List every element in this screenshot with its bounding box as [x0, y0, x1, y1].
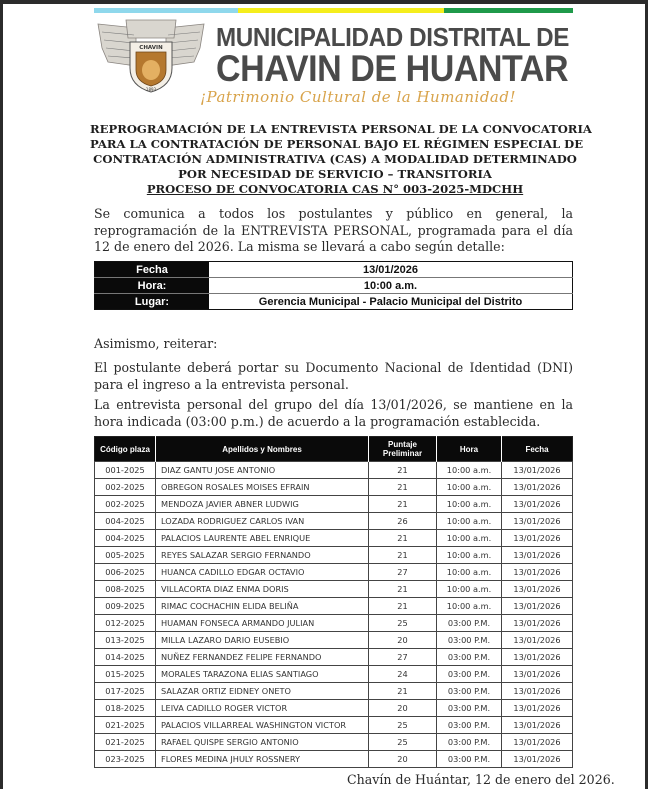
column-header-date: Fecha: [502, 437, 573, 462]
details-label: Hora:: [95, 278, 210, 294]
header-color-bar: [94, 8, 573, 13]
interview-details-table: [94, 261, 573, 310]
cell-code: 008-2025: [95, 581, 156, 598]
cell-code: 004-2025: [95, 513, 156, 530]
cell-time: 03:00 P.M.: [437, 649, 502, 666]
table-row: [95, 734, 573, 751]
cell-score: 20: [369, 632, 437, 649]
cell-date: 13/01/2026: [502, 496, 573, 513]
table-row: [95, 496, 573, 513]
cell-name: RIMAC COCHACHIN ELIDA BELIÑA: [156, 598, 369, 615]
cell-date: 13/01/2026: [502, 751, 573, 768]
title-line: PARA LA CONTRATACIÓN DE PERSONAL BAJO EL RÉGIMEN ESPECIAL DE: [90, 137, 584, 151]
signoff-date: Chavín de Huántar, 12 de enero del 2026.: [347, 772, 615, 787]
cell-score: 20: [369, 751, 437, 768]
details-row: [95, 278, 573, 294]
cell-date: 13/01/2026: [502, 479, 573, 496]
table-row: [95, 615, 573, 632]
table-row: [95, 479, 573, 496]
logo-year: 1893: [145, 87, 157, 92]
cell-date: 13/01/2026: [502, 615, 573, 632]
group-note: La entrevista personal del grupo del día 13/01/2026, se mantiene en la hora indicada (03:00 p.m.) de acuerdo a la programación establecida.: [94, 397, 573, 429]
cell-code: 002-2025: [95, 479, 156, 496]
column-header-time: Hora: [437, 437, 502, 462]
cell-name: DIAZ GANTU JOSE ANTONIO: [156, 462, 369, 479]
cell-score: 21: [369, 530, 437, 547]
cell-code: 018-2025: [95, 700, 156, 717]
color-bar-blue: [94, 8, 238, 13]
cell-code: 021-2025: [95, 734, 156, 751]
cell-time: 03:00 P.M.: [437, 683, 502, 700]
details-row: [95, 294, 573, 310]
table-row: [95, 649, 573, 666]
cell-name: FLORES MEDINA JHULY ROSSNERY: [156, 751, 369, 768]
cell-time: 10:00 a.m.: [437, 479, 502, 496]
cell-score: 25: [369, 615, 437, 632]
table-row: [95, 513, 573, 530]
cell-score: 25: [369, 734, 437, 751]
cell-name: NUÑEZ FERNANDEZ FELIPE FERNANDO: [156, 649, 369, 666]
cell-time: 03:00 P.M.: [437, 632, 502, 649]
cell-date: 13/01/2026: [502, 547, 573, 564]
column-header-code: Código plaza: [95, 437, 156, 462]
cell-code: 021-2025: [95, 717, 156, 734]
title-line: POR NECESIDAD DE SERVICIO – TRANSITORIA: [178, 167, 492, 181]
table-row: [95, 462, 573, 479]
column-header-score-label: Puntaje Preliminar: [382, 440, 423, 458]
intro-paragraph: Se comunica a todos los postulantes y público en general, la reprogramación de la ENTREVISTA PERSONAL, programada para el día 12 de enero del 2026. La misma se llevará a cabo según detalle:: [94, 206, 573, 254]
cell-code: 023-2025: [95, 751, 156, 768]
details-value: 10:00 a.m.: [209, 278, 573, 294]
table-row: [95, 751, 573, 768]
cell-time: 10:00 a.m.: [437, 581, 502, 598]
cell-name: LOZADA RODRIGUEZ CARLOS IVAN: [156, 513, 369, 530]
cell-time: 10:00 a.m.: [437, 496, 502, 513]
cell-name: PALACIOS VILLARREAL WASHINGTON VICTOR: [156, 717, 369, 734]
table-row: [95, 547, 573, 564]
cell-name: REYES SALAZAR SERGIO FERNANDO: [156, 547, 369, 564]
cell-code: 017-2025: [95, 683, 156, 700]
cell-score: 24: [369, 666, 437, 683]
dni-note: El postulante deberá portar su Documento Nacional de Identidad (DNI) para el ingreso a la entrevista personal.: [94, 360, 573, 392]
cell-name: PALACIOS LAURENTE ABEL ENRIQUE: [156, 530, 369, 547]
title-line: REPROGRAMACIÓN DE LA ENTREVISTA PERSONAL DE LA CONVOCATORIA: [90, 122, 592, 136]
cell-time: 03:00 P.M.: [437, 717, 502, 734]
cell-time: 03:00 P.M.: [437, 615, 502, 632]
cell-time: 03:00 P.M.: [437, 734, 502, 751]
candidates-table: [94, 436, 573, 768]
cell-date: 13/01/2026: [502, 666, 573, 683]
cell-time: 03:00 P.M.: [437, 751, 502, 768]
details-label: Lugar:: [95, 294, 210, 310]
slogan: ¡Patrimonio Cultural de la Humanidad!: [200, 88, 516, 106]
details-row: [95, 262, 573, 278]
table-row: [95, 700, 573, 717]
cell-name: MENDOZA JAVIER ABNER LUDWIG: [156, 496, 369, 513]
cell-date: 13/01/2026: [502, 717, 573, 734]
cell-name: RAFAEL QUISPE SERGIO ANTONIO: [156, 734, 369, 751]
cell-code: 001-2025: [95, 462, 156, 479]
table-row: [95, 564, 573, 581]
document-title: [90, 122, 592, 197]
process-number: PROCESO DE CONVOCATORIA CAS N° 003-2025-MDCHH: [146, 182, 524, 196]
cell-time: 10:00 a.m.: [437, 462, 502, 479]
cell-time: 10:00 a.m.: [437, 598, 502, 615]
column-header-score: [369, 437, 437, 462]
cell-date: 13/01/2026: [502, 598, 573, 615]
cell-code: 004-2025: [95, 530, 156, 547]
table-row: [95, 666, 573, 683]
cell-name: SALAZAR ORTIZ EIDNEY ONETO: [156, 683, 369, 700]
cell-score: 21: [369, 479, 437, 496]
cell-name: VILLACORTA DIAZ ENMA DORIS: [156, 581, 369, 598]
cell-date: 13/01/2026: [502, 581, 573, 598]
cell-time: 10:00 a.m.: [437, 513, 502, 530]
cell-time: 03:00 P.M.: [437, 700, 502, 717]
details-label: Fecha: [95, 262, 210, 278]
cell-date: 13/01/2026: [502, 734, 573, 751]
cell-date: 13/01/2026: [502, 632, 573, 649]
cell-score: 21: [369, 683, 437, 700]
reiterate-text: Asimismo, reiterar:: [94, 336, 218, 351]
cell-name: OBREGON ROSALES MOISES EFRAIN: [156, 479, 369, 496]
cell-score: 21: [369, 581, 437, 598]
cell-score: 21: [369, 496, 437, 513]
cell-name: MORALES TARAZONA ELIAS SANTIAGO: [156, 666, 369, 683]
cell-name: HUANCA CADILLO EDGAR OCTAVIO: [156, 564, 369, 581]
table-row: [95, 717, 573, 734]
table-row: [95, 581, 573, 598]
cell-score: 26: [369, 513, 437, 530]
cell-date: 13/01/2026: [502, 530, 573, 547]
cell-time: 10:00 a.m.: [437, 564, 502, 581]
table-row: [95, 683, 573, 700]
cell-code: 009-2025: [95, 598, 156, 615]
cell-date: 13/01/2026: [502, 700, 573, 717]
municipal-coat-of-arms-icon: [96, 18, 206, 94]
details-value: 13/01/2026: [209, 262, 573, 278]
cell-time: 10:00 a.m.: [437, 530, 502, 547]
cell-code: 015-2025: [95, 666, 156, 683]
org-name-line1: MUNICIPALIDAD DISTRITAL DE: [216, 22, 570, 52]
cell-date: 13/01/2026: [502, 462, 573, 479]
cell-time: 03:00 P.M.: [437, 666, 502, 683]
cell-date: 13/01/2026: [502, 683, 573, 700]
cell-date: 13/01/2026: [502, 513, 573, 530]
cell-name: MILLA LAZARO DARIO EUSEBIO: [156, 632, 369, 649]
cell-time: 10:00 a.m.: [437, 547, 502, 564]
cell-date: 13/01/2026: [502, 564, 573, 581]
org-name-line2: CHAVIN DE HUANTAR: [216, 48, 569, 89]
cell-score: 25: [369, 717, 437, 734]
details-value: Gerencia Municipal - Palacio Municipal del Distrito: [258, 295, 523, 308]
color-bar-green: [444, 8, 573, 13]
cell-score: 27: [369, 564, 437, 581]
cell-score: 21: [369, 598, 437, 615]
cell-code: 006-2025: [95, 564, 156, 581]
cell-score: 27: [369, 649, 437, 666]
cell-code: 002-2025: [95, 496, 156, 513]
cell-name: LEIVA CADILLO ROGER VICTOR: [156, 700, 369, 717]
cell-score: 21: [369, 462, 437, 479]
cell-name: HUAMAN FONSECA ARMANDO JULIAN: [156, 615, 369, 632]
title-line: CONTRATACIÓN ADMINISTRATIVA (CAS) A MODALIDAD DETERMINADO: [93, 152, 577, 166]
logo-text: CHAVIN: [139, 45, 163, 51]
table-header-row: [95, 437, 573, 462]
cell-score: 20: [369, 700, 437, 717]
cell-code: 014-2025: [95, 649, 156, 666]
cell-score: 21: [369, 547, 437, 564]
cell-code: 013-2025: [95, 632, 156, 649]
cell-date: 13/01/2026: [502, 649, 573, 666]
cell-code: 012-2025: [95, 615, 156, 632]
cell-code: 005-2025: [95, 547, 156, 564]
color-bar-yellow: [238, 8, 444, 13]
column-header-name: Apellidos y Nombres: [156, 437, 369, 462]
table-row: [95, 530, 573, 547]
table-row: [95, 632, 573, 649]
table-row: [95, 598, 573, 615]
